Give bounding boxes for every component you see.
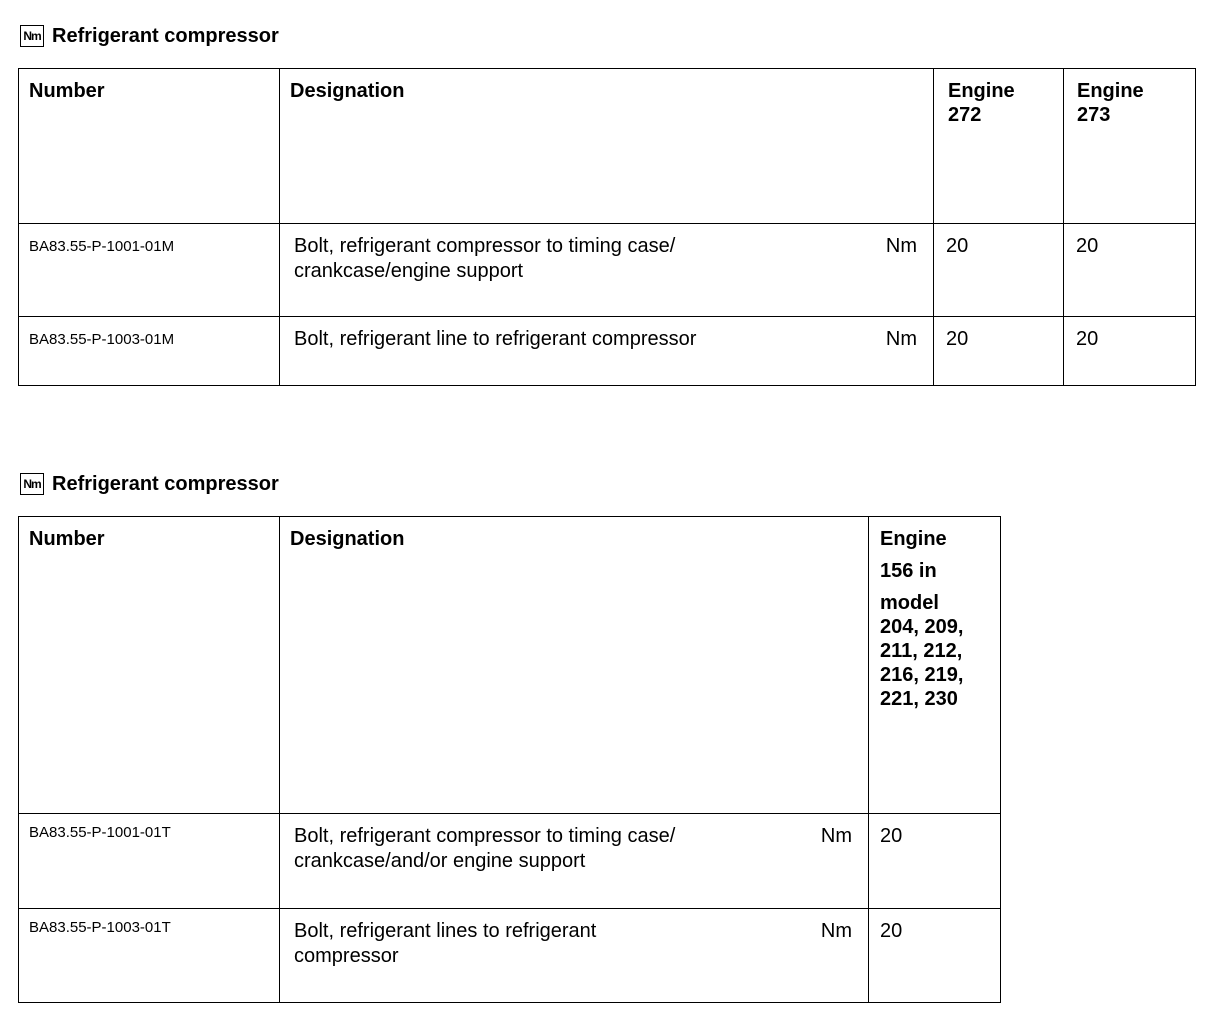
row-value-engine-156: 20 (869, 814, 1001, 909)
section-title: Refrigerant compressor (52, 472, 279, 495)
row-value-engine-272: 20 (934, 224, 1064, 317)
torque-table-1 (18, 68, 1196, 386)
row-number: BA83.55-P-1003-01M (19, 317, 280, 386)
section-title: Refrigerant compressor (52, 24, 279, 47)
section-heading-1 (20, 22, 279, 50)
torque-nm-icon: Nm (20, 25, 44, 47)
table-row (19, 909, 1001, 1003)
table-row (19, 224, 1196, 317)
col-header-number: Number (19, 69, 280, 224)
table-header-row (19, 517, 1001, 814)
row-designation: Bolt, refrigerant compressor to timing case/ crankcase/and/or engine support Nm (280, 814, 869, 909)
col-header-engine-272: Engine 272 (934, 69, 1064, 224)
table-row (19, 814, 1001, 909)
table-row (19, 317, 1196, 386)
row-number: BA83.55-P-1003-01T (19, 909, 280, 1003)
row-designation: Bolt, refrigerant lines to refrigerant compressor Nm (280, 909, 869, 1003)
row-designation: Bolt, refrigerant compressor to timing case/ crankcase/engine support Nm (280, 224, 934, 317)
row-value-engine-156: 20 (869, 909, 1001, 1003)
torque-nm-icon: Nm (20, 473, 44, 495)
row-designation: Bolt, refrigerant line to refrigerant compressor Nm (280, 317, 934, 386)
row-value-engine-273: 20 (1064, 317, 1196, 386)
row-unit: Nm (885, 328, 917, 350)
row-value-engine-272: 20 (934, 317, 1064, 386)
col-header-designation: Designation (280, 69, 934, 224)
col-header-engine-273: Engine 273 (1064, 69, 1196, 224)
col-header-designation: Designation (280, 517, 869, 814)
row-unit: Nm (820, 825, 852, 847)
row-unit: Nm (885, 235, 917, 257)
table-header-row (19, 69, 1196, 224)
row-value-engine-273: 20 (1064, 224, 1196, 317)
row-number: BA83.55-P-1001-01M (19, 224, 280, 317)
col-header-number: Number (19, 517, 280, 814)
col-header-engine-156: Engine 156 in model 204, 209, 211, 212, 216, 219, 221, 230 (869, 517, 1001, 814)
row-unit: Nm (820, 920, 852, 942)
row-number: BA83.55-P-1001-01T (19, 814, 280, 909)
torque-table-2 (18, 516, 1001, 1003)
section-heading-2 (20, 470, 279, 498)
